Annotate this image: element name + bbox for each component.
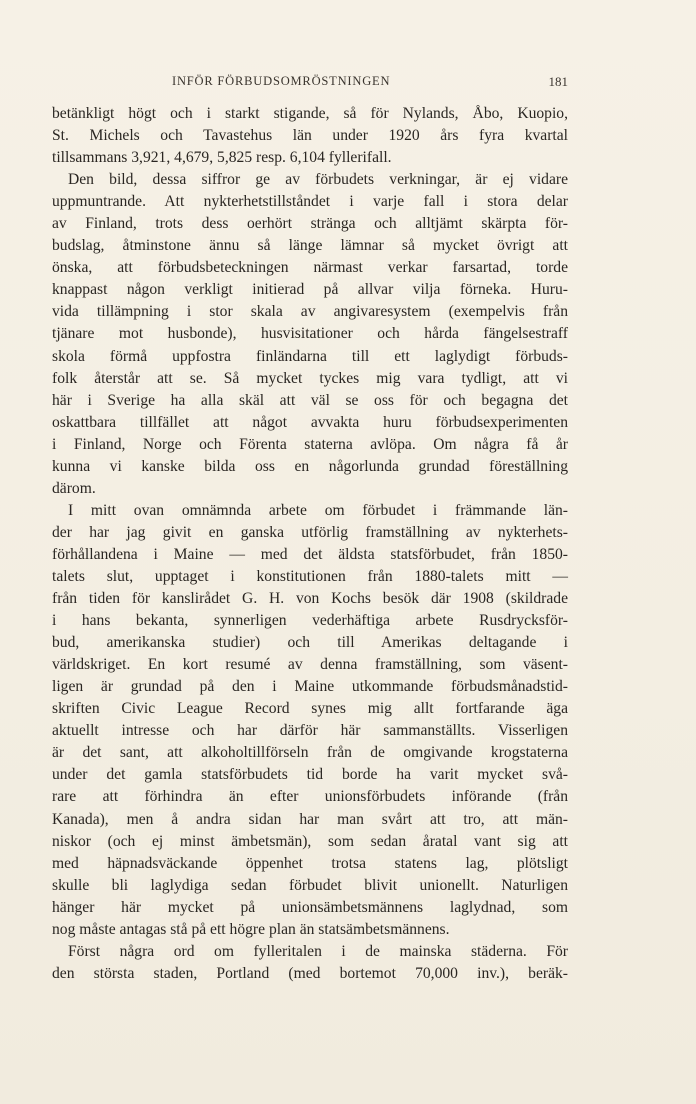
text-line: tjänare mot husbonde), husvisitationer och hårda fängelsestraff — [52, 325, 568, 343]
text-line: bud, amerikanska studier) och till Amerikas deltagande i — [52, 634, 568, 652]
text-line: i Finland, Norge och Förenta staterna avlöpa. Om några få år — [52, 435, 568, 453]
text-line: aktuellt intresse och har därför här sammanställts. Visserligen — [52, 722, 568, 740]
text-line: av Finland, trots dess oerhört stränga och alltjämt skärpta för- — [52, 215, 568, 233]
text-line: är det sant, att alkoholtillförseln från de omgivande krogstaterna — [52, 744, 568, 762]
text-line: från tiden för kanslirådet G. H. von Kochs besök där 1908 (skildrade — [52, 590, 568, 608]
text-line: skulle bli laglydiga sedan förbudet blivit unionellt. Naturligen — [52, 876, 568, 894]
text-line: tillsammans 3,921, 4,679, 5,825 resp. 6,104 fyllerifall. — [52, 149, 392, 167]
text-line: knappast någon verkligt initierad på allvar vilja förneka. Huru- — [52, 281, 568, 299]
text-line: hänger här mycket på unionsämbetsmännens laglydnad, som — [52, 898, 568, 916]
text-line: här i Sverige ha alla skäl att väl se oss för och begagna det — [52, 391, 568, 409]
text-line: i hans bekanta, synnerligen vederhäftiga arbete Rusdrycksför- — [52, 612, 568, 630]
text-line: under det gamla statsförbudets tid borde ha varit mycket svå- — [52, 766, 568, 784]
text-line: uppmuntrande. Att nykterhetstillståndet i varje fall i stora delar — [52, 193, 568, 211]
text-line: folk återstår att se. Så mycket tyckes mig vara tydligt, att vi — [52, 369, 568, 387]
text-line: oskattbara tillfället att något avvakta huru förbudsexperimenten — [52, 413, 568, 431]
text-line: niskor (och ej minst ämbetsmän), som sedan åratal vant sig att — [52, 832, 568, 850]
text-line: nog måste antagas stå på ett högre plan än statsämbetsmännens. — [52, 920, 450, 938]
text-line: skriften Civic League Record synes mig allt fortfarande äga — [52, 700, 568, 718]
text-line: skola förmå uppfostra finländarna till ett laglydigt förbuds- — [52, 347, 568, 365]
text-line: Först några ord om fylleritalen i de mainska städerna. För — [68, 942, 568, 960]
text-line: rare att förhindra än efter unionsförbudets införande (från — [52, 788, 568, 806]
text-line: med häpnadsväckande öppenhet trotsa statens lag, plötsligt — [52, 854, 568, 872]
running-title: INFÖR FÖRBUDSOMRÖSTNINGEN — [172, 74, 391, 88]
text-line: därom. — [52, 479, 96, 497]
text-line: den största staden, Portland (med bortemot 70,000 inv.), beräk- — [52, 964, 568, 982]
text-line: betänkligt högt och i starkt stigande, så för Nylands, Åbo, Kuopio, — [52, 105, 568, 122]
text-line: Den bild, dessa siffror ge av förbudets verkningar, är ej vidare — [68, 171, 568, 189]
page-number: 181 — [548, 74, 568, 89]
text-line: der har jag givit en ganska utförlig framställning av nykterhets- — [52, 523, 568, 541]
text-line: förhållandena i Maine — med det äldsta statsförbudet, från 1850- — [52, 545, 568, 563]
text-line: ligen är grundad på den i Maine utkommande förbudsmånadstid- — [52, 678, 568, 696]
text-line: St. Michels och Tavastehus län under 1920 års fyra kvartal — [52, 127, 568, 145]
text-line: talets slut, upptaget i konstitutionen från 1880-talets mitt — — [52, 567, 568, 585]
text-line: budslag, åtminstone ännu så länge lämnar så mycket övrigt att — [52, 237, 568, 255]
text-line: kunna vi kanske bilda oss en någorlunda grundad föreställning — [52, 457, 568, 475]
text-line: världskriget. En kort resumé av denna framställning, som väsent- — [52, 656, 568, 674]
body-text — [52, 103, 568, 985]
text-line: vida tillämpning i stor skala av angivaresystem (exempelvis från — [52, 303, 568, 321]
page-header — [52, 74, 568, 96]
text-line: önska, att förbudsbeteckningen närmast verkar farsartad, torde — [52, 259, 568, 277]
text-line: Kanada), men å andra sidan har man svårt att tro, att män- — [52, 810, 568, 828]
text-line: I mitt ovan omnämnda arbete om förbudet i främmande län- — [68, 501, 568, 519]
